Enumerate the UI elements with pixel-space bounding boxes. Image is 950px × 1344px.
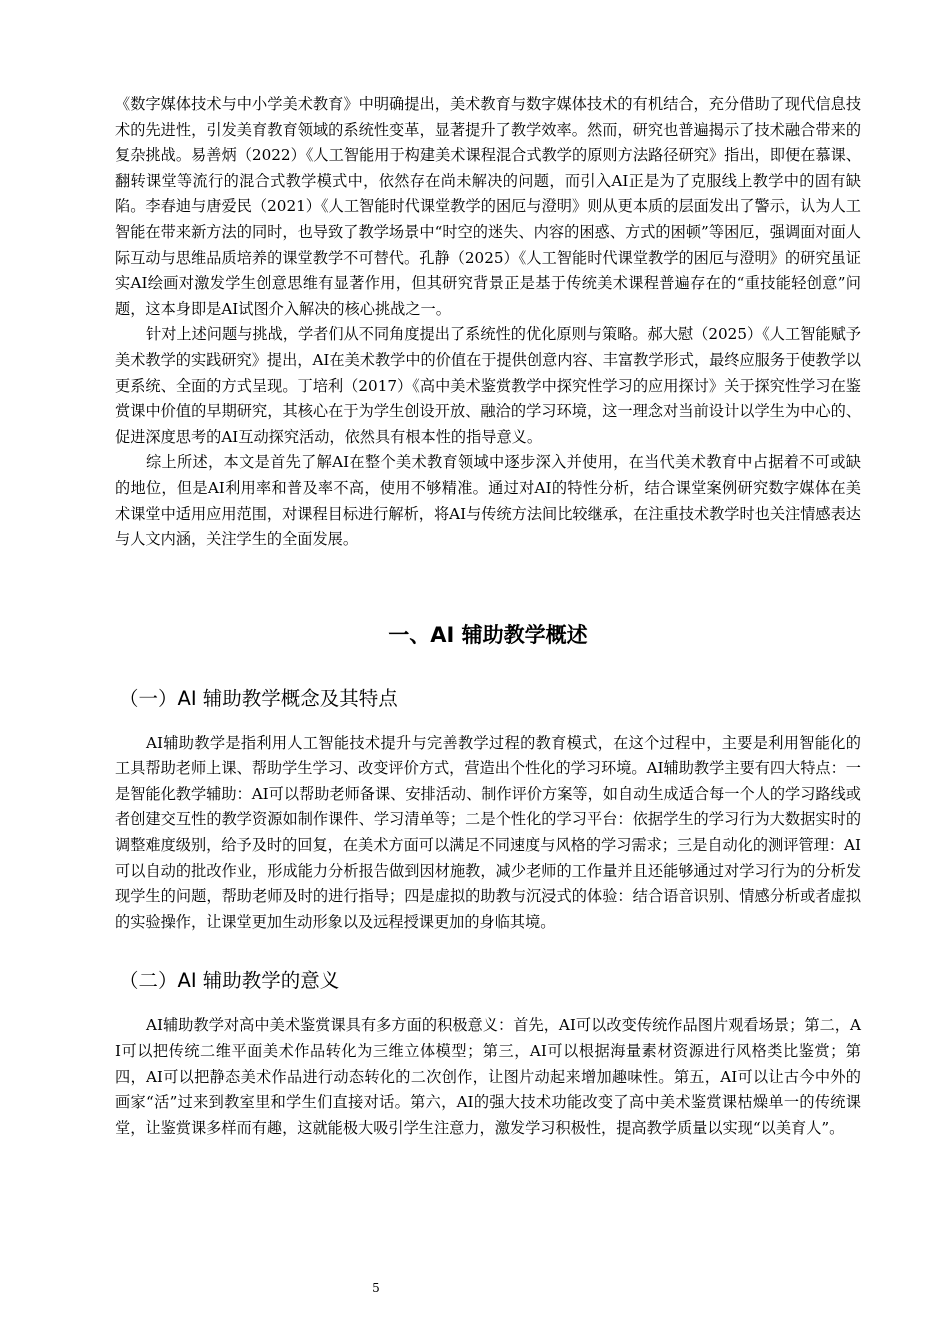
intro-paragraph-1: 《数字媒体技术与中小学美术教育》中明确提出，美术教育与数字媒体技术的有机结合，充分借助了现代信息技术的先进性，引发美育教育领域的系统性变革，显著提升了教学效率。然而，研究也普遍揭示了技术融合带来的复杂挑战。易善炳（2022）《人工智能用于构建美术课程混合式教学的原则方法路径研究》指出，即便在慕课、翻转课堂等流行的混合式教学模式中，依然存在尚未解决的问题，而引入AI正是为了克服线上教学中的固有缺陷。李春迪与唐爱民（2021）《人工智能时代课堂教学的困厄与澄明》则从更本质的层面发出了警示，认为人工智能在带来新方法的同时，也导致了教学场景中“时空的迷失、内容的困惑、方式的困顿”等困厄，强调面对面人际互动与思维品质培养的课堂教学不可替代。孔静（2025）《人工智能时代课堂教学的困厄与澄明》的研究虽证实AI绘画对激发学生创意思维有显著作用，但其研究背景正是基于传统美术课程普遍存在的“重技能轻创意”问题，这本身即是AI试图介入解决的核心挑战之一。 — [115, 95, 861, 318]
document-page — [115, 92, 861, 1141]
page-number: 5 — [372, 1281, 380, 1295]
intro-paragraph-2: 针对上述问题与挑战，学者们从不同角度提出了系统性的优化原则与策略。郝大慰（2025）《人工智能赋予美术教学的实践研究》提出，AI在美术教学中的价值在于提供创意内容、丰富教学形式，最终应服务于使教学以更系统、全面的方式呈现。丁培利（2017）《高中美术鉴赏教学中探究性学习的应用探讨》关于探究性学习在鉴赏课中价值的早期研究，其核心在于为学生创设开放、融洽的学习环境，这一理念对当前设计以学生为中心的、促进深度思考的AI互动探究活动，依然具有根本性的指导意义。 — [115, 325, 861, 446]
intro-paragraph-3: 综上所述，本文是首先了解AI在整个美术教育领域中逐步深入并使用，在当代美术教育中占据着不可或缺的地位，但是AI利用率和普及率不高，使用不够精准。通过对AI的特性分析，结合课堂案例研究数字媒体在美术课堂中适用应用范围，对课程目标进行解析，将AI与传统方法间比较继承，在注重技术教学时也关注情感表达与人文内涵，关注学生的全面发展。 — [115, 453, 861, 549]
section-2-title: （二）AI 辅助教学的意义 — [119, 969, 340, 993]
section-2-paragraph: AI辅助教学对高中美术鉴赏课具有多方面的积极意义：首先，AI可以改变传统作品图片观看场景；第二，AI可以把传统二维平面美术作品转化为三维立体模型；第三，AI可以根据海量素材资源进行风格类比鉴赏；第四，AI可以把静态美术作品进行动态转化的二次创作，让图片动起来增加趣味性。第五，AI可以让古今中外的画家“活”过来到教室里和学生们直接对话。第六，AI的强大技术功能改变了高中美术鉴赏课枯燥单一的传统课堂，让鉴赏课多样而有趣，这就能极大吸引学生注意力，激发学习积极性，提高教学质量以实现“以美育人”。 — [115, 1016, 861, 1137]
section-1-title: （一）AI 辅助教学概念及其特点 — [119, 686, 398, 710]
section-1-paragraph: AI辅助教学是指利用人工智能技术提升与完善教学过程的教育模式，在这个过程中，主要是利用智能化的工具帮助老师上课、帮助学生学习、改变评价方式，营造出个性化的学习环境。AI辅助教学主要有四大特点：一是智能化教学辅助：AI可以帮助老师备课、安排活动、制作评价方案等，如自动生成适合每一个人的学习路线或者创建交互性的教学资源如制作课件、学习清单等；二是个性化的学习平台：依据学生的学习行为大数据实时的调整难度级别，给予及时的回复，在美术方面可以满足不同速度与风格的学习需求；三是自动化的测评管理：AI可以自动的批改作业，形成能力分析报告做到因材施教，减少老师的工作量并且还能够通过对学习行为的分析发现学生的问题，帮助老师及时的进行指导；四是虚拟的助教与沉浸式的体验：结合语音识别、情感分析或者虚拟的实验操作，让课堂更加生动形象以及远程授课更加的身临其境。 — [115, 733, 861, 931]
chapter-title: 一、AI 辅助教学概述 — [388, 622, 588, 647]
